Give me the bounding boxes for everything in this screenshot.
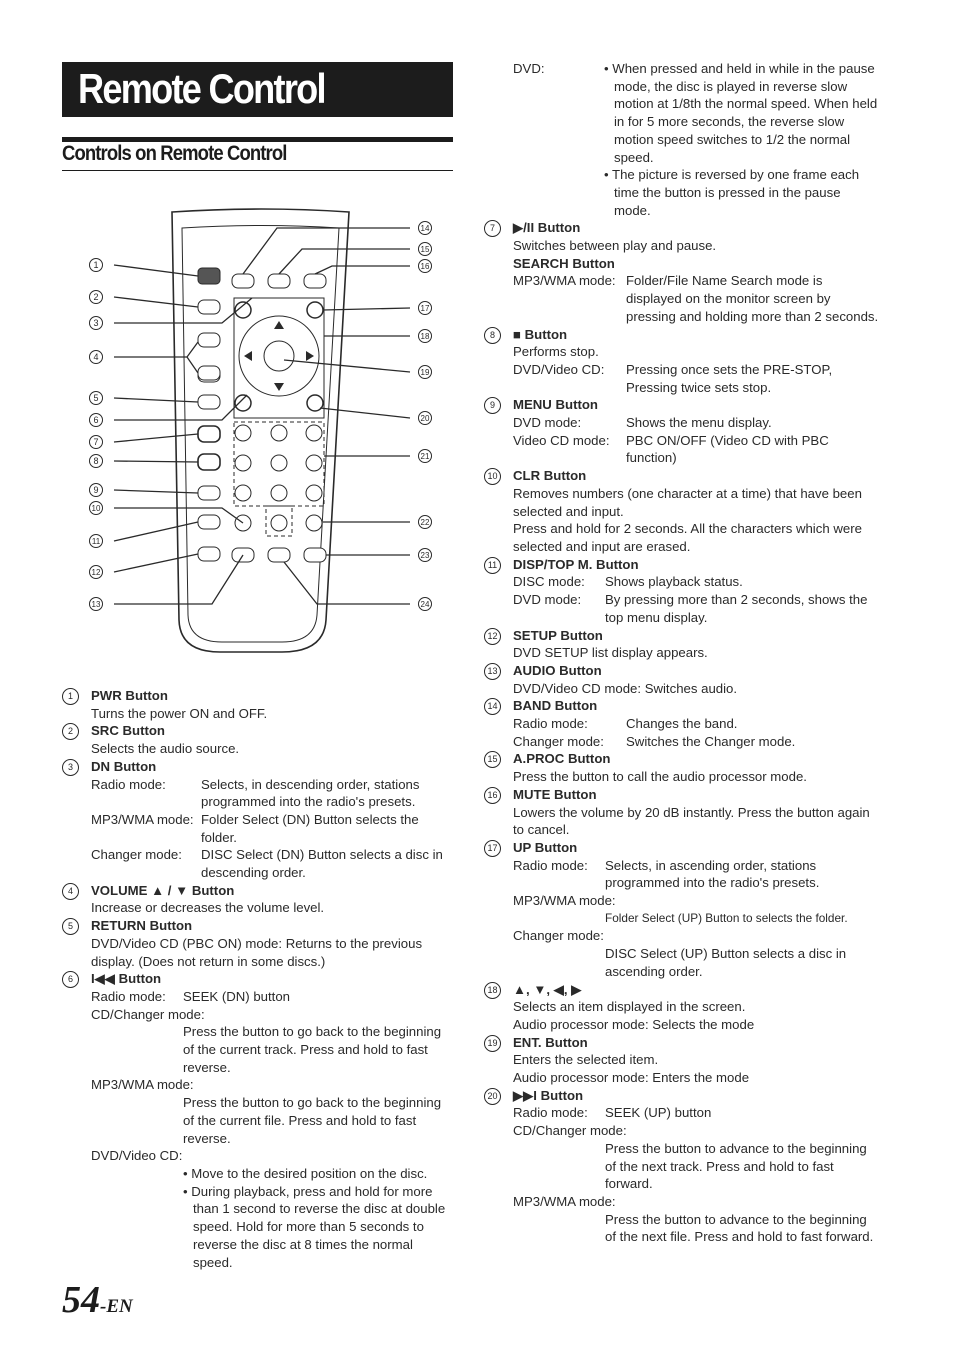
callout-19 bbox=[419, 366, 432, 379]
prev-button-shape bbox=[198, 426, 220, 442]
entry-pwr bbox=[62, 687, 454, 722]
entry-title: ■ Button bbox=[513, 326, 568, 342]
mode-label: DVD mode: bbox=[513, 415, 582, 431]
stop-button-shape bbox=[198, 486, 220, 500]
dvd-continuation bbox=[484, 60, 879, 219]
entry-title: PWR Button bbox=[91, 688, 168, 703]
aproc-button-shape bbox=[268, 274, 290, 288]
mode-text: Selects, in ascending order, stations programmed into the radio's presets. bbox=[605, 857, 820, 891]
entry-stop bbox=[484, 326, 879, 397]
mode-label: MP3/WMA mode: bbox=[513, 893, 616, 909]
entry-number: 18 bbox=[484, 982, 501, 999]
entry-title: VOLUME ▲ / ▼ Button bbox=[91, 882, 235, 898]
entry-text: Removes numbers (one character at a time) that have been selected and input. bbox=[513, 485, 862, 519]
bullet-text: • When pressed and held in while in the pause mode, the disc is played in reverse slow motion at 1/8th the normal speed. When held in for 5 more seconds, the reverse slow motion speed switches to 1/2 the normal speed. bbox=[604, 61, 878, 165]
mode-text: Press the button to go back to the beginning of the current file. Press and hold to fast reverse. bbox=[183, 1095, 442, 1146]
entry-disp bbox=[484, 556, 879, 627]
entry-number: 11 bbox=[484, 557, 501, 574]
mode-text: SEEK (DN) button bbox=[183, 988, 291, 1004]
mode-label: DVD/Video CD: bbox=[91, 1148, 183, 1164]
entry-dn bbox=[62, 758, 454, 882]
callout-16 bbox=[419, 260, 432, 273]
callout-15 bbox=[419, 243, 432, 256]
bullet-text: • During playback, press and hold for more than 1 second to reverse the disc at double speed. Hold for more than 5 seconds to reverse the disc at 8 times the normal speed. bbox=[183, 1183, 446, 1270]
mode-text: Selects, in descending order, stations programmed into the radio's presets. bbox=[201, 776, 420, 810]
entry-text: Selects an item displayed in the screen. bbox=[513, 999, 746, 1015]
entry-number: 19 bbox=[484, 1035, 501, 1052]
callout-14 bbox=[419, 222, 432, 235]
mode-text: Folder Select (UP) Button to selects the folder. bbox=[605, 910, 848, 925]
entry-title: UP Button bbox=[513, 839, 578, 855]
svg-text:7: 7 bbox=[93, 437, 99, 447]
callout-9 bbox=[90, 484, 103, 497]
entry-number: 1 bbox=[62, 688, 79, 705]
entry-text: Increase or decreases the volume level. bbox=[91, 900, 325, 916]
entry-text: Selects the audio source. bbox=[91, 741, 240, 757]
entry-text: Press and hold for 2 seconds. All the characters which were selected and input are erased. bbox=[513, 521, 862, 554]
svg-text:19: 19 bbox=[420, 368, 430, 377]
page-title-bar bbox=[62, 62, 453, 117]
volume-down-shape bbox=[198, 366, 220, 380]
entry-mute bbox=[484, 786, 879, 839]
bullet-text: • Move to the desired position on the disc. bbox=[183, 1165, 428, 1181]
entry-number: 3 bbox=[62, 759, 79, 776]
callout-24 bbox=[419, 598, 432, 611]
svg-text:10: 10 bbox=[91, 504, 101, 513]
callout-17 bbox=[419, 302, 432, 315]
mode-text: DISC Select (UP) Button selects a disc in ascending order. bbox=[605, 946, 847, 979]
entry-aproc bbox=[484, 750, 879, 785]
entry-audio bbox=[484, 662, 879, 697]
entry-number: 5 bbox=[62, 918, 79, 935]
dpad-up-icon bbox=[274, 321, 284, 329]
entry-title: ▶▶I Button bbox=[513, 1087, 584, 1103]
mode-text: Changes the band. bbox=[626, 716, 738, 732]
mode-text: DISC Select (DN) Button selects a disc in descending order. bbox=[201, 847, 443, 881]
entry-number: 20 bbox=[484, 1088, 501, 1105]
entry-number: 4 bbox=[62, 883, 79, 900]
entry-text: Switches between play and pause. bbox=[513, 238, 717, 254]
prev-round-shape bbox=[235, 395, 251, 411]
callout-1 bbox=[90, 259, 103, 272]
mode-label: Changer mode: bbox=[91, 847, 182, 863]
entry-volume bbox=[62, 882, 454, 917]
mode-label: MP3/WMA mode: bbox=[91, 811, 194, 827]
entry-title: AUDIO Button bbox=[513, 662, 602, 678]
mode-text: Folder/File Name Search mode is displayed on the monitor screen by pressing and holding more than 2 seconds. bbox=[626, 273, 879, 324]
svg-text:12: 12 bbox=[91, 568, 101, 577]
entry-text: Performs stop. bbox=[513, 344, 599, 360]
callout-11 bbox=[90, 535, 103, 548]
mode-text: Pressing once sets the PRE-STOP, Pressing twice sets stop. bbox=[626, 361, 833, 395]
callout-8 bbox=[90, 455, 103, 468]
mode-text: Folder Select (DN) Button selects the folder. bbox=[201, 811, 419, 845]
entry-title: ▲, ▼, ◀, ▶ bbox=[513, 981, 582, 997]
menu-button-shape bbox=[198, 515, 220, 529]
leader-lines bbox=[114, 228, 410, 604]
entry-number: 7 bbox=[484, 220, 501, 237]
entry-clr bbox=[484, 467, 879, 556]
entry-text: Lowers the volume by 20 dB instantly. Press the button again to cancel. bbox=[513, 804, 870, 838]
right-column bbox=[484, 60, 879, 1246]
enter-button-shape bbox=[264, 341, 294, 371]
svg-text:11: 11 bbox=[91, 537, 101, 546]
entry-text: DVD/Video CD mode: Switches audio. bbox=[513, 680, 738, 696]
entry-title: MUTE Button bbox=[513, 786, 597, 802]
entry-title: RETURN Button bbox=[91, 918, 193, 934]
entry-title: DISP/TOP M. Button bbox=[513, 556, 639, 572]
entry-text: Turns the power ON and OFF. bbox=[91, 705, 268, 721]
entry-title: BAND Button bbox=[513, 698, 598, 714]
mode-label: DVD mode: bbox=[513, 592, 582, 608]
entry-number: 9 bbox=[484, 397, 501, 414]
callout-20 bbox=[419, 412, 432, 425]
dpad-left-icon bbox=[244, 351, 252, 361]
band-button-shape bbox=[232, 274, 254, 288]
entry-band bbox=[484, 697, 879, 750]
mode-text: Press the button to advance to the beginning of the next track. Press and hold to fast forward. bbox=[605, 1140, 867, 1192]
mode-label: CD/Changer mode: bbox=[91, 1006, 205, 1022]
callout-7 bbox=[90, 436, 103, 449]
svg-text:8: 8 bbox=[93, 456, 99, 466]
dpad-down-icon bbox=[274, 383, 284, 391]
svg-text:5: 5 bbox=[93, 393, 99, 403]
callout-markers bbox=[90, 222, 432, 611]
mode-text: Switches the Changer mode. bbox=[626, 733, 796, 749]
svg-text:24: 24 bbox=[420, 600, 430, 609]
callout-6 bbox=[90, 414, 103, 427]
entry-text: DVD SETUP list display appears. bbox=[513, 645, 708, 661]
entry-enter bbox=[484, 1034, 879, 1087]
callout-13 bbox=[90, 598, 103, 611]
callout-23 bbox=[419, 549, 432, 562]
mode-label: Radio mode: bbox=[513, 716, 588, 732]
page-number-value: 54 bbox=[62, 1279, 100, 1321]
svg-text:9: 9 bbox=[93, 485, 99, 495]
svg-text:6: 6 bbox=[93, 415, 99, 425]
up-round-shape bbox=[307, 302, 323, 318]
entry-number: 14 bbox=[484, 698, 501, 715]
entry-number: 15 bbox=[484, 751, 501, 768]
section-heading: Controls on Remote Control bbox=[62, 142, 287, 165]
svg-text:2: 2 bbox=[93, 292, 99, 302]
mode-label: Radio mode: bbox=[513, 1105, 588, 1121]
mode-label: Video CD mode: bbox=[513, 432, 610, 448]
mode-text: SEEK (UP) button bbox=[605, 1105, 712, 1121]
svg-text:23: 23 bbox=[420, 551, 430, 560]
entry-number: 17 bbox=[484, 840, 501, 857]
entry-title: SRC Button bbox=[91, 723, 165, 739]
mode-label: DISC mode: bbox=[513, 574, 585, 590]
bullet-text: • The picture is reversed by one frame each time the button is pressed in the pause mode. bbox=[604, 167, 860, 218]
pwr-button-shape bbox=[198, 268, 220, 284]
callout-2 bbox=[90, 291, 103, 304]
clr-bottom-shape bbox=[268, 548, 290, 562]
left-column bbox=[62, 687, 454, 1271]
dn-button-shape bbox=[198, 333, 220, 347]
callout-21 bbox=[419, 450, 432, 463]
mode-label: DVD: bbox=[513, 61, 545, 76]
entry-title: CLR Button bbox=[513, 468, 587, 484]
entry-arrows bbox=[484, 981, 879, 1034]
entry-menu bbox=[484, 396, 879, 467]
mode-label: CD/Changer mode: bbox=[513, 1123, 627, 1139]
entry-src bbox=[62, 722, 454, 757]
entry-play-pause bbox=[484, 219, 879, 325]
svg-text:20: 20 bbox=[420, 414, 430, 423]
bottom-right-shape bbox=[304, 548, 326, 562]
entry-prev bbox=[62, 970, 454, 1271]
mode-text: Press the button to go back to the beginning of the current track. Press and hold to fast reverse. bbox=[183, 1024, 442, 1075]
callout-10 bbox=[90, 502, 103, 515]
mode-label: Radio mode: bbox=[91, 988, 166, 1004]
mode-label: DVD/Video CD: bbox=[513, 361, 605, 377]
entry-title: I◀◀ Button bbox=[91, 971, 162, 987]
callout-18 bbox=[419, 330, 432, 343]
mode-text: PBC ON/OFF (Video CD with PBC function) bbox=[626, 432, 829, 466]
entry-text: Press the button to call the audio processor mode. bbox=[513, 769, 807, 785]
mode-label: MP3/WMA mode: bbox=[513, 1194, 616, 1209]
mode-label: Changer mode: bbox=[513, 928, 604, 944]
section-underline bbox=[62, 170, 453, 171]
entry-number: 12 bbox=[484, 628, 501, 645]
callout-4 bbox=[90, 351, 103, 364]
return-button-shape bbox=[198, 395, 220, 409]
svg-text:18: 18 bbox=[420, 332, 430, 341]
entry-text: DVD/Video CD (PBC ON) mode: Returns to the previous display. (Does not return in some discs.) bbox=[91, 935, 423, 969]
entry-title: A.PROC Button bbox=[513, 751, 611, 767]
entry-number: 2 bbox=[62, 723, 79, 740]
page-number bbox=[62, 1278, 133, 1322]
page-language-suffix: -EN bbox=[100, 1296, 133, 1317]
entry-text: Audio processor mode: Enters the mode bbox=[513, 1070, 750, 1086]
callout-3 bbox=[90, 317, 103, 330]
svg-text:16: 16 bbox=[420, 262, 430, 271]
svg-text:17: 17 bbox=[420, 304, 430, 313]
entry-text: Enters the selected item. bbox=[513, 1052, 659, 1068]
entry-title: ▶/II Button bbox=[513, 220, 581, 236]
svg-text:13: 13 bbox=[91, 600, 101, 609]
entry-up bbox=[484, 839, 879, 981]
remote-control-figure bbox=[62, 190, 453, 680]
entry-title: SETUP Button bbox=[513, 627, 603, 643]
callout-5 bbox=[90, 392, 103, 405]
dpad-right-icon bbox=[306, 351, 314, 361]
mode-label: Radio mode: bbox=[513, 857, 588, 873]
entry-setup bbox=[484, 627, 879, 662]
mode-text: Shows the menu display. bbox=[626, 415, 772, 431]
mode-text: Press the button to advance to the beginning of the next file. Press and hold to fast forward. bbox=[605, 1211, 874, 1245]
entry-number: 6 bbox=[62, 971, 79, 988]
svg-text:15: 15 bbox=[420, 245, 430, 254]
svg-text:21: 21 bbox=[420, 452, 430, 461]
svg-text:14: 14 bbox=[420, 224, 430, 233]
entry-title: MENU Button bbox=[513, 397, 598, 413]
svg-text:22: 22 bbox=[420, 518, 430, 527]
entry-number: 8 bbox=[484, 327, 501, 344]
entry-number: 13 bbox=[484, 663, 501, 680]
mode-label: Changer mode: bbox=[513, 733, 604, 749]
svg-text:3: 3 bbox=[93, 318, 99, 328]
page-title: Remote Control bbox=[78, 65, 325, 112]
entry-next bbox=[484, 1087, 879, 1246]
entry-number: 10 bbox=[484, 468, 501, 485]
mute-button-shape bbox=[304, 274, 326, 288]
mode-text: By pressing more than 2 seconds, shows the top menu display. bbox=[605, 592, 868, 625]
mode-label: MP3/WMA mode: bbox=[513, 273, 616, 289]
svg-text:1: 1 bbox=[93, 260, 99, 270]
svg-text:4: 4 bbox=[93, 352, 99, 362]
entry-return bbox=[62, 917, 454, 970]
entry-text: Audio processor mode: Selects the mode bbox=[513, 1016, 755, 1032]
src-button-shape bbox=[198, 300, 220, 314]
mode-label: Radio mode: bbox=[91, 776, 166, 792]
entry-title: DN Button bbox=[91, 758, 157, 774]
play-button-shape bbox=[198, 454, 220, 470]
keypad-keys bbox=[235, 425, 322, 531]
entry-subtitle: SEARCH Button bbox=[513, 255, 615, 271]
entry-number: 16 bbox=[484, 787, 501, 804]
entry-title: ENT. Button bbox=[513, 1034, 588, 1050]
callout-12 bbox=[90, 566, 103, 579]
callout-22 bbox=[419, 516, 432, 529]
mode-text: Shows playback status. bbox=[605, 574, 743, 590]
mode-label: MP3/WMA mode: bbox=[91, 1077, 194, 1093]
